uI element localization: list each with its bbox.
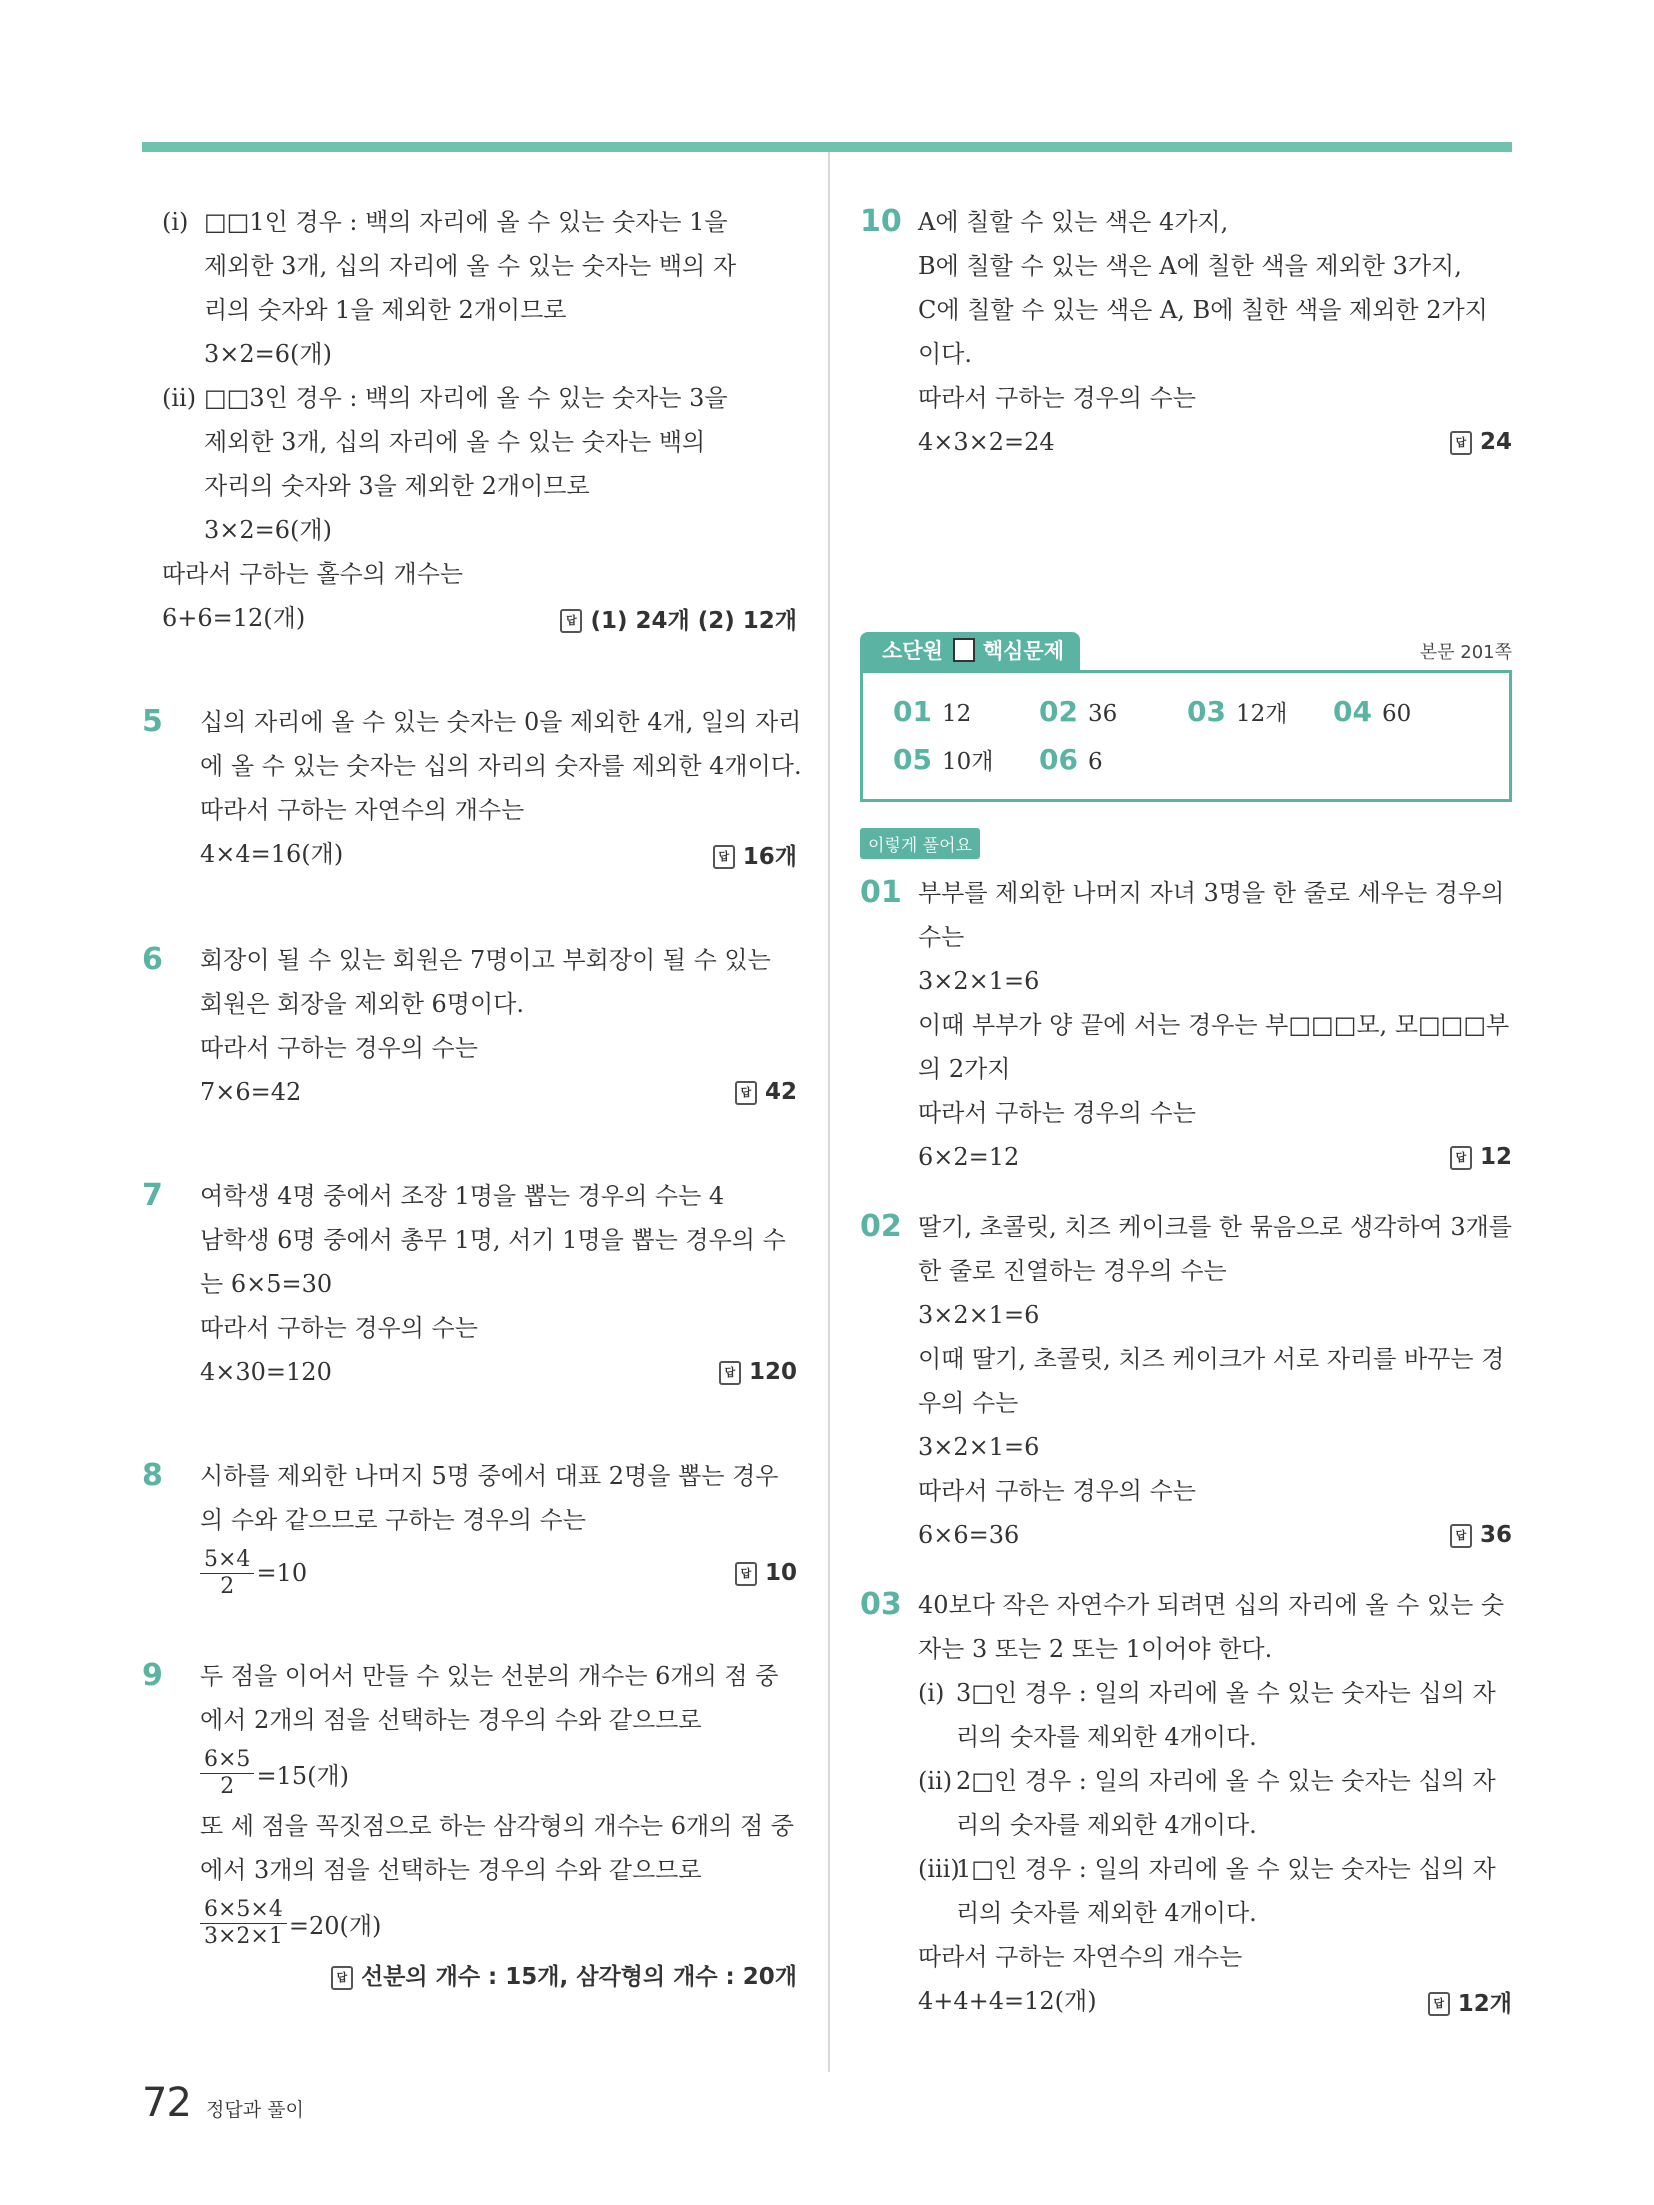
left-column — [142, 200, 802, 1991]
problem-03: 03 40보다 작은 자연수가 되려면 십의 자리에 올 수 있는 숫 자는 3 또는 2 또는 1이어야 한다. (ⅰ) 3□인 경우 : 일의 자리에 올 수 있는 숫자는 십의 자 리의 숫자를 제외한 4개이다. (ⅱ) 2□인 경우 : 일의 자리에 올 수 있는 숫자는 십의 자 리의 숫자를 제외한 4개이다. (ⅲ) 1□인 경우 : 일의 자리에 올 수 있는 숫자는 십의 자 리의 숫자를 제외한 4개이다. 따라서 구하는 자연수의 개수는 4+4+4=12(개) 답 12개 — [860, 1587, 1512, 2017]
case-ii: (ⅱ) 2□인 경우 : 일의 자리에 올 수 있는 숫자는 십의 자 리의 숫자를 제외한 4개이다. — [918, 1767, 1496, 1839]
answer-mark-icon: 답 — [713, 845, 735, 869]
answer-summary — [860, 670, 1512, 802]
footer-label: 정답과 풀이 — [206, 2099, 304, 2121]
fraction-expression: $\frac{6\times 5}{2}$ =15(개) — [200, 1742, 797, 1804]
problem-8: 8 시하를 제외한 나머지 5명 중에서 대표 2명을 뽑는 경우 의 수와 같으므로 구하는 경우의 수는 $\frac{5\times 4}{2}$ =10 답 10 — [142, 1454, 797, 1604]
summary-item: 03 12개 — [1187, 695, 1288, 728]
problem-10: 10 A에 칠할 수 있는 색은 4가지, B에 칠할 수 있는 색은 A에 칠한 색을 제외한 3가지, C에 칠할 수 있는 색은 A, B에 칠한 색을 제외한 2가지 이다. 따라서 구하는 경우의 수는 4×3×2=24 답 24 — [860, 204, 1512, 456]
problem-4-continued: (ⅰ) □□1인 경우 : 백의 자리에 올 수 있는 숫자는 1을 제외한 3개, 십의 자리에 올 수 있는 숫자는 백의 자 리의 숫자와 1을 제외한 2개이므로 3×2=6(개) (ⅱ) □□3인 경우 : 백의 자리에 올 수 있는 숫자는 3을 제외한 3개, 십의 자리에 올 수 있는 숫자는 백의 자리의 숫자와 3을 제외한 2개이므로 3×2=6(개) 따라서 구하는 홀수의 개수는 6+6=12(개) 답 (1) 24개 (2) 12개 — [142, 200, 797, 640]
page-number: 72 — [142, 2080, 191, 2126]
column-divider — [828, 152, 830, 2072]
answer: 답 10 — [735, 1560, 797, 1586]
summary-item: 05 10개 — [893, 743, 994, 776]
case-i: (ⅰ) 3□인 경우 : 일의 자리에 올 수 있는 숫자는 십의 자 리의 숫자를 제외한 4개이다. — [918, 1679, 1496, 1751]
case-ii: (ⅱ) □□3인 경우 : 백의 자리에 올 수 있는 숫자는 3을 제외한 3개, 십의 자리에 올 수 있는 숫자는 백의 자리의 숫자와 3을 제외한 2개이므로 3×2=6(개) — [162, 384, 728, 544]
case-i: (ⅰ) □□1인 경우 : 백의 자리에 올 수 있는 숫자는 1을 제외한 3개, 십의 자리에 올 수 있는 숫자는 백의 자 리의 숫자와 1을 제외한 2개이므로 3×2=6(개) — [162, 208, 737, 368]
answer-mark-icon: 답 — [735, 1081, 757, 1105]
fraction: $\frac{6\times 5\times 4}{3\times 2\times 1}$ — [200, 1897, 287, 1950]
problem-6: 6 회장이 될 수 있는 회원은 7명이고 부회장이 될 수 있는 회원은 회장을 제외한 6명이다. 따라서 구하는 경우의 수는 7×6=42 답 42 — [142, 942, 797, 1106]
problem-5: 5 십의 자리에 올 수 있는 숫자는 0을 제외한 4개, 일의 자리 에 올 수 있는 숫자는 십의 자리의 숫자를 제외한 4개이다. 따라서 구하는 자연수의 개수는 4×4=16(개) 답 16개 — [142, 704, 802, 870]
summary-item: 04 60 — [1333, 695, 1412, 728]
problem-number: 01 — [860, 875, 902, 910]
problem-number: 9 — [142, 1658, 163, 1693]
answer: 답 24 — [1450, 429, 1512, 455]
summary-item: 02 36 — [1039, 695, 1118, 728]
fraction: $\frac{5\times 4}{2}$ — [200, 1547, 254, 1600]
answer: 답 120 — [719, 1359, 797, 1385]
summary-item: 01 12 — [893, 695, 972, 728]
top-rule — [142, 142, 1512, 152]
right-column — [860, 200, 1512, 2023]
problem-number: 10 — [860, 204, 902, 239]
problem-02: 02 딸기, 초콜릿, 치즈 케이크를 한 묶음으로 생각하여 3개를 한 줄로 진열하는 경우의 수는 3×2×1=6 이때 딸기, 초콜릿, 치즈 케이크가 서로 자리를 바꾸는 경 우의 수는 3×2×1=6 따라서 구하는 경우의 수는 6×6=36 답 36 — [860, 1209, 1512, 1549]
answer-mark-icon: 답 — [560, 609, 582, 633]
answer: 답 42 — [735, 1079, 797, 1105]
answer-mark-icon: 답 — [735, 1562, 757, 1586]
answer-mark-icon: 답 — [719, 1361, 741, 1385]
problem-7: 7 여학생 4명 중에서 조장 1명을 뽑는 경우의 수는 4 남학생 6명 중에서 총무 1명, 서기 1명을 뽑는 경우의 수 는 6×5=30 따라서 구하는 경우의 수는 4×30=120 답 120 — [142, 1178, 797, 1386]
answer: 답 선분의 개수 : 15개, 삼각형의 개수 : 20개 — [331, 1964, 797, 1990]
answer: 답 (1) 24개 (2) 12개 — [560, 602, 797, 635]
problem-9: 9 두 점을 이어서 만들 수 있는 선분의 개수는 6개의 점 중 에서 2개의 점을 선택하는 경우의 수와 같으므로 $\frac{6\times 5}{2}$ =15(개) 또 세 점을 꼭짓점으로 하는 삼각형의 개수는 6개의 점 중 에서 3개의 점을 선택하는 경우의 수와 같으므로 $\frac{6\times 5\times 4}{3\times 2\times 1}$ =20(개) 답 선분의 개수 : 15개, 삼각형의 개수 : 20개 — [142, 1658, 797, 1990]
page-footer — [142, 2080, 304, 2126]
answer: 답 36 — [1450, 1522, 1512, 1548]
answer-mark-icon: 답 — [1450, 431, 1472, 455]
key-problems-box — [860, 632, 1512, 802]
problem-number: 02 — [860, 1209, 902, 1244]
fraction-expression: $\frac{6\times 5\times 4}{3\times 2\times 1}$ =20(개) — [200, 1892, 797, 1954]
page-reference: 본문 201쪽 — [1419, 642, 1512, 663]
answer-mark-icon: 답 — [1450, 1524, 1472, 1548]
answer-mark-icon: 답 — [1450, 1146, 1472, 1170]
problem-number: 03 — [860, 1587, 902, 1622]
problem-number: 5 — [142, 704, 163, 739]
problem-01: 01 부부를 제외한 나머지 자녀 3명을 한 줄로 세우는 경우의 수는 3×2×1=6 이때 부부가 양 끝에 서는 경우는 부□□□모, 모□□□부 의 2가지 따라서 구하는 경우의 수는 6×2=12 답 12 — [860, 875, 1512, 1171]
problem-number: 6 — [142, 942, 163, 977]
problem-number: 8 — [142, 1458, 163, 1493]
section-tab: 소단원 핵심문제 — [860, 632, 1080, 670]
fraction-expression: $\frac{5\times 4}{2}$ =10 — [200, 1542, 307, 1604]
problem-number: 7 — [142, 1178, 163, 1213]
explanation-label: 이렇게 풀어요 — [860, 828, 980, 859]
answer: 답 16개 — [713, 838, 797, 871]
box-header — [860, 632, 1512, 670]
book-icon — [953, 638, 975, 662]
answer: 답 12개 — [1428, 1985, 1512, 2018]
fraction: $\frac{6\times 5}{2}$ — [200, 1747, 254, 1800]
summary-item: 06 6 — [1039, 743, 1103, 776]
answer-mark-icon: 답 — [1428, 1992, 1450, 2016]
answer: 답 12 — [1450, 1144, 1512, 1170]
case-iii: (ⅲ) 1□인 경우 : 일의 자리에 올 수 있는 숫자는 십의 자 리의 숫자를 제외한 4개이다. — [918, 1855, 1496, 1927]
answer-mark-icon: 답 — [331, 1966, 353, 1990]
